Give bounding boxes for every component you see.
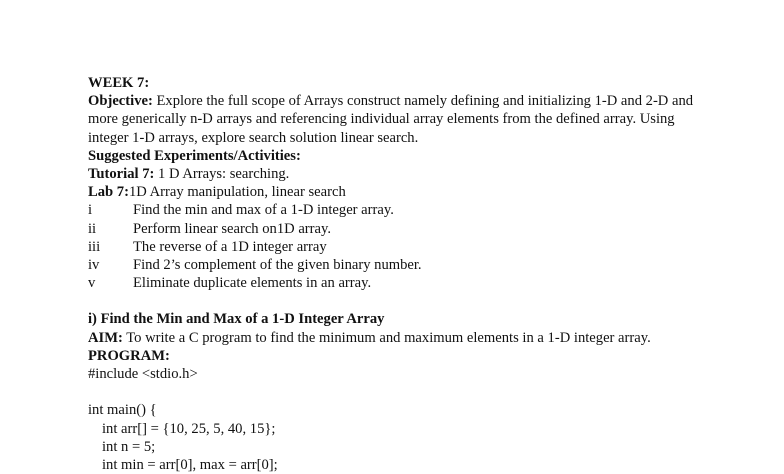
list-item (88, 256, 738, 274)
tutorial-line (88, 165, 738, 183)
code-arr-decl: int arr[] = {10, 25, 5, 40, 15}; (102, 420, 276, 437)
list-item (88, 238, 738, 256)
list-item-number: v (88, 275, 96, 292)
list-item-text: Find the min and max of a 1-D integer array. (133, 202, 394, 219)
section-title: i) Find the Min and Max of a 1-D Integer Array (88, 311, 385, 328)
suggested-heading: Suggested Experiments/Activities: (88, 147, 301, 164)
list-item (88, 220, 738, 238)
code-block (88, 365, 738, 474)
tutorial-label: Tutorial 7: (88, 165, 155, 182)
objective-line-3: integer 1-D arrays, explore search solution linear search. (88, 129, 419, 146)
list-item (88, 201, 738, 219)
activity-list (88, 201, 738, 292)
list-item-number: ii (88, 220, 97, 237)
spacer (88, 292, 738, 310)
week-title: WEEK 7: (88, 75, 150, 91)
aim-text: To write a C program to find the minimum and maximum elements in a 1-D integer array. (122, 329, 651, 346)
objective-line-1: Explore the full scope of Arrays construct namely defining and initializing 1-D and 2-D and (152, 93, 694, 110)
list-item (88, 274, 738, 292)
lab-line (88, 183, 738, 201)
lab-label: Lab 7: (88, 184, 129, 201)
list-item-text: Eliminate duplicate elements in an array. (133, 275, 372, 292)
program-label: PROGRAM: (88, 347, 170, 364)
code-blank-line (88, 383, 738, 401)
objective-label: Objective: (88, 93, 153, 110)
document-page (88, 74, 738, 474)
code-include: #include <stdio.h> (88, 366, 198, 382)
code-n-decl: int n = 5; (102, 438, 156, 455)
list-item-text: Find 2’s complement of the given binary number. (133, 256, 422, 273)
list-item-number: iii (88, 238, 101, 255)
list-item-number: iv (88, 256, 100, 273)
list-item-text: Perform linear search on1D array. (133, 220, 332, 237)
list-item-number: i (88, 202, 93, 219)
code-minmax-decl: int min = arr[0], max = arr[0]; (102, 456, 278, 473)
objective-paragraph (88, 92, 738, 147)
tutorial-text: 1 D Arrays: searching. (154, 165, 290, 182)
objective-line-2: more generically n-D arrays and referencing individual array elements from the defined array. Using (88, 111, 675, 128)
code-main: int main() { (88, 402, 157, 419)
list-item-text: The reverse of a 1D integer array (133, 238, 327, 255)
aim-label: AIM: (88, 329, 123, 346)
aim-line (88, 329, 738, 347)
lab-text: 1D Array manipulation, linear search (128, 184, 346, 201)
